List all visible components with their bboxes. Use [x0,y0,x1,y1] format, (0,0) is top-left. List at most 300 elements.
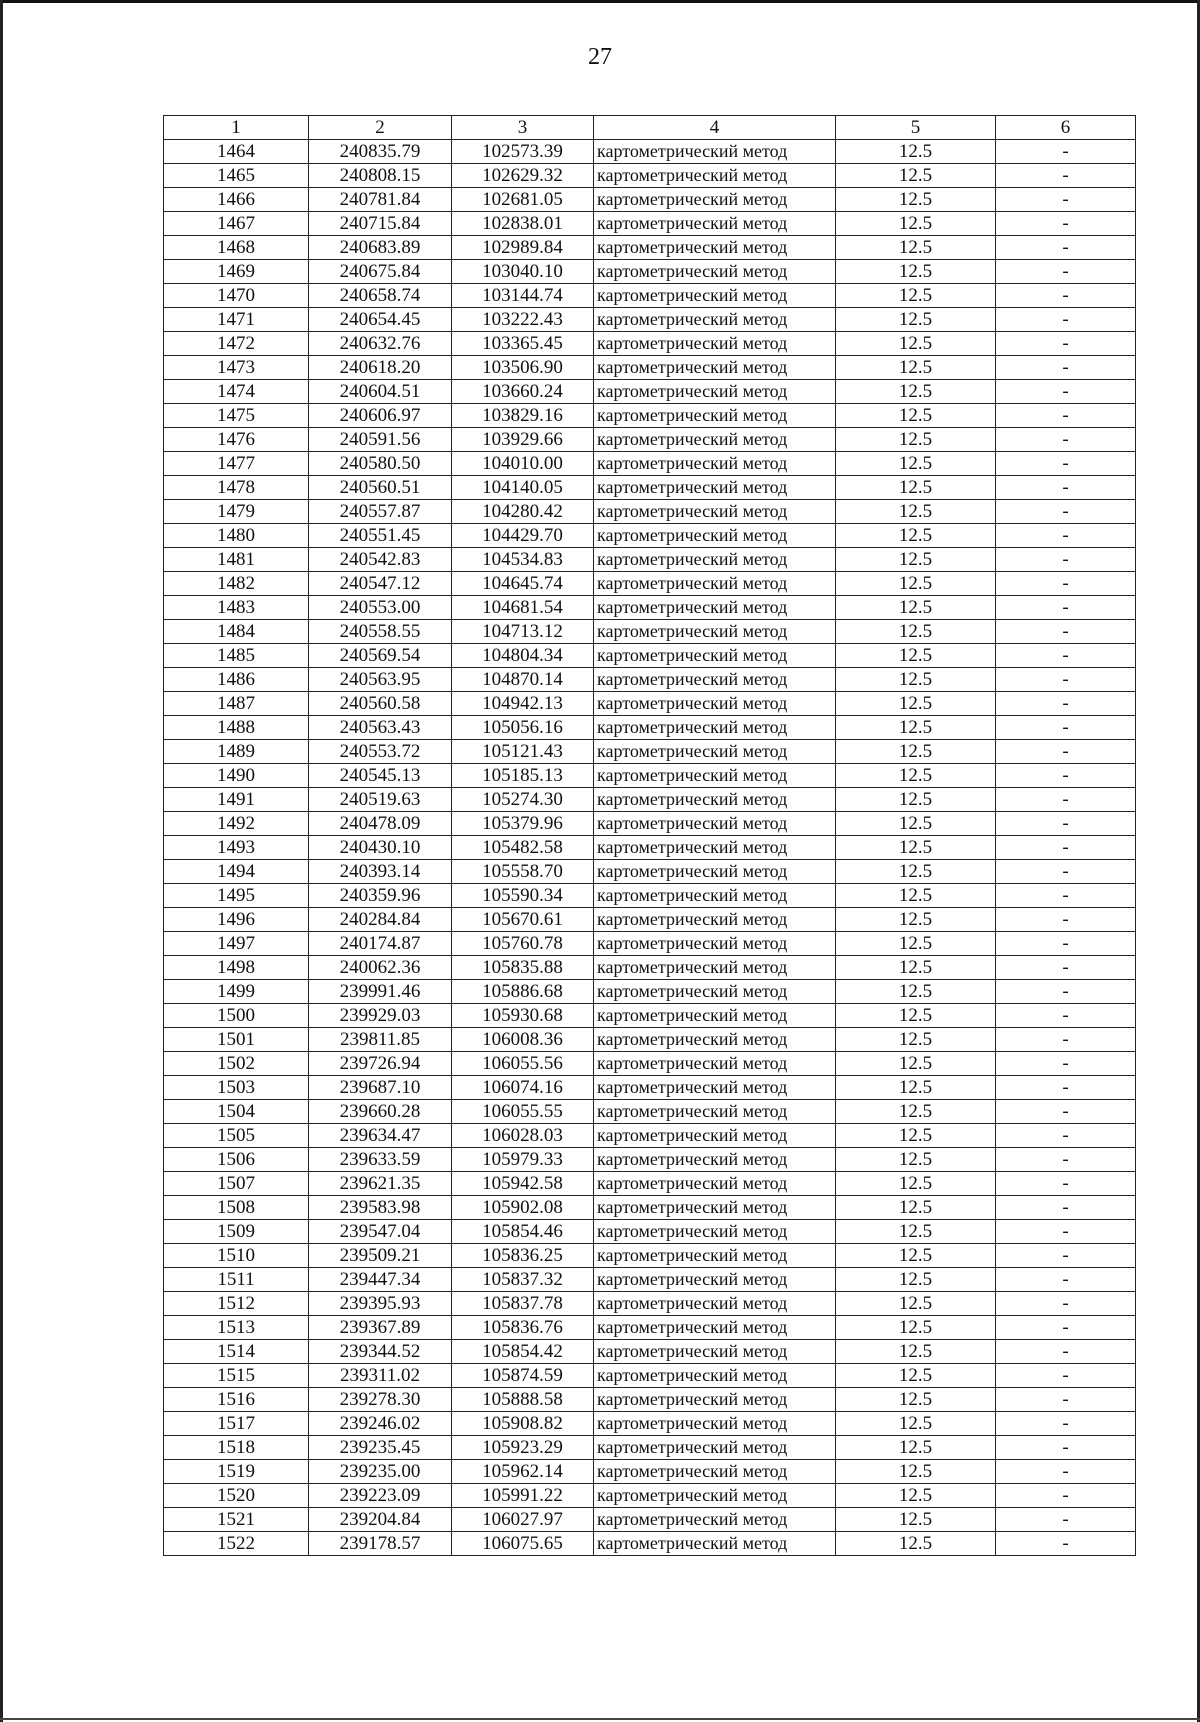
method-cell: картометрический метод [594,212,836,236]
y-coordinate-cell: 105837.32 [452,1268,594,1292]
point-number-cell: 1508 [164,1196,309,1220]
accuracy-cell: 12.5 [836,500,996,524]
point-number-cell: 1514 [164,1340,309,1364]
point-number-cell: 1469 [164,260,309,284]
x-coordinate-cell: 239395.93 [309,1292,452,1316]
y-coordinate-cell: 105902.08 [452,1196,594,1220]
accuracy-cell: 12.5 [836,620,996,644]
table-row [164,884,1136,908]
x-coordinate-cell: 240557.87 [309,500,452,524]
x-coordinate-cell: 240560.58 [309,692,452,716]
method-cell: картометрический метод [594,188,836,212]
accuracy-cell: 12.5 [836,332,996,356]
column-header-3: 3 [452,116,594,140]
accuracy-cell: 12.5 [836,644,996,668]
accuracy-cell: 12.5 [836,548,996,572]
accuracy-cell: 12.5 [836,308,996,332]
x-coordinate-cell: 240654.45 [309,308,452,332]
table-row [164,452,1136,476]
method-cell: картометрический метод [594,764,836,788]
y-coordinate-cell: 102989.84 [452,236,594,260]
method-cell: картометрический метод [594,1124,836,1148]
method-cell: картометрический метод [594,932,836,956]
table-row [164,1100,1136,1124]
y-coordinate-cell: 105121.43 [452,740,594,764]
y-coordinate-cell: 105874.59 [452,1364,594,1388]
column-header-2: 2 [309,116,452,140]
point-number-cell: 1491 [164,788,309,812]
accuracy-cell: 12.5 [836,1364,996,1388]
point-number-cell: 1500 [164,1004,309,1028]
point-number-cell: 1470 [164,284,309,308]
accuracy-cell: 12.5 [836,428,996,452]
table-row [164,1316,1136,1340]
x-coordinate-cell: 240835.79 [309,140,452,164]
accuracy-cell: 12.5 [836,596,996,620]
table-row [164,596,1136,620]
point-number-cell: 1487 [164,692,309,716]
accuracy-cell: 12.5 [836,284,996,308]
x-coordinate-cell: 239344.52 [309,1340,452,1364]
method-cell: картометрический метод [594,452,836,476]
point-number-cell: 1501 [164,1028,309,1052]
accuracy-cell: 12.5 [836,1196,996,1220]
x-coordinate-cell: 240591.56 [309,428,452,452]
note-cell: - [996,452,1136,476]
x-coordinate-cell: 240542.83 [309,548,452,572]
accuracy-cell: 12.5 [836,668,996,692]
method-cell: картометрический метод [594,380,836,404]
point-number-cell: 1516 [164,1388,309,1412]
method-cell: картометрический метод [594,956,836,980]
x-coordinate-cell: 239633.59 [309,1148,452,1172]
accuracy-cell: 12.5 [836,1172,996,1196]
x-coordinate-cell: 240563.95 [309,668,452,692]
note-cell: - [996,860,1136,884]
table-row [164,620,1136,644]
x-coordinate-cell: 240062.36 [309,956,452,980]
accuracy-cell: 12.5 [836,452,996,476]
accuracy-cell: 12.5 [836,140,996,164]
x-coordinate-cell: 239660.28 [309,1100,452,1124]
note-cell: - [996,596,1136,620]
note-cell: - [996,1508,1136,1532]
table-row [164,572,1136,596]
accuracy-cell: 12.5 [836,356,996,380]
note-cell: - [996,668,1136,692]
point-number-cell: 1496 [164,908,309,932]
table-row [164,1412,1136,1436]
note-cell: - [996,524,1136,548]
method-cell: картометрический метод [594,524,836,548]
table-row [164,308,1136,332]
y-coordinate-cell: 103506.90 [452,356,594,380]
point-number-cell: 1484 [164,620,309,644]
table-row [164,1076,1136,1100]
note-cell: - [996,1148,1136,1172]
note-cell: - [996,908,1136,932]
x-coordinate-cell: 239447.34 [309,1268,452,1292]
y-coordinate-cell: 103929.66 [452,428,594,452]
table-row [164,788,1136,812]
accuracy-cell: 12.5 [836,860,996,884]
note-cell: - [996,260,1136,284]
table-header-row [164,116,1136,140]
method-cell: картометрический метод [594,1484,836,1508]
x-coordinate-cell: 239311.02 [309,1364,452,1388]
y-coordinate-cell: 104429.70 [452,524,594,548]
y-coordinate-cell: 106027.97 [452,1508,594,1532]
y-coordinate-cell: 104681.54 [452,596,594,620]
note-cell: - [996,1004,1136,1028]
table-row [164,1172,1136,1196]
point-number-cell: 1510 [164,1244,309,1268]
note-cell: - [996,1460,1136,1484]
accuracy-cell: 12.5 [836,764,996,788]
point-number-cell: 1494 [164,860,309,884]
point-number-cell: 1480 [164,524,309,548]
note-cell: - [996,956,1136,980]
table-row [164,140,1136,164]
x-coordinate-cell: 240569.54 [309,644,452,668]
table-row [164,356,1136,380]
x-coordinate-cell: 239278.30 [309,1388,452,1412]
method-cell: картометрический метод [594,716,836,740]
table-row [164,332,1136,356]
accuracy-cell: 12.5 [836,1076,996,1100]
accuracy-cell: 12.5 [836,164,996,188]
note-cell: - [996,932,1136,956]
method-cell: картометрический метод [594,692,836,716]
table-row [164,428,1136,452]
point-number-cell: 1502 [164,1052,309,1076]
accuracy-cell: 12.5 [836,1292,996,1316]
point-number-cell: 1466 [164,188,309,212]
table-row [164,284,1136,308]
table-row [164,164,1136,188]
accuracy-cell: 12.5 [836,1484,996,1508]
point-number-cell: 1472 [164,332,309,356]
note-cell: - [996,188,1136,212]
method-cell: картометрический метод [594,860,836,884]
accuracy-cell: 12.5 [836,1244,996,1268]
y-coordinate-cell: 106028.03 [452,1124,594,1148]
point-number-cell: 1488 [164,716,309,740]
note-cell: - [996,1196,1136,1220]
note-cell: - [996,164,1136,188]
method-cell: картометрический метод [594,884,836,908]
x-coordinate-cell: 239929.03 [309,1004,452,1028]
table-row [164,1220,1136,1244]
accuracy-cell: 12.5 [836,788,996,812]
method-cell: картометрический метод [594,1292,836,1316]
note-cell: - [996,980,1136,1004]
note-cell: - [996,356,1136,380]
y-coordinate-cell: 104010.00 [452,452,594,476]
accuracy-cell: 12.5 [836,572,996,596]
y-coordinate-cell: 103144.74 [452,284,594,308]
y-coordinate-cell: 102573.39 [452,140,594,164]
x-coordinate-cell: 240478.09 [309,812,452,836]
x-coordinate-cell: 239583.98 [309,1196,452,1220]
y-coordinate-cell: 105760.78 [452,932,594,956]
note-cell: - [996,1076,1136,1100]
accuracy-cell: 12.5 [836,236,996,260]
point-number-cell: 1468 [164,236,309,260]
method-cell: картометрический метод [594,1028,836,1052]
method-cell: картометрический метод [594,1004,836,1028]
x-coordinate-cell: 240715.84 [309,212,452,236]
y-coordinate-cell: 105836.76 [452,1316,594,1340]
y-coordinate-cell: 104140.05 [452,476,594,500]
y-coordinate-cell: 105837.78 [452,1292,594,1316]
y-coordinate-cell: 104280.42 [452,500,594,524]
point-number-cell: 1517 [164,1412,309,1436]
x-coordinate-cell: 239367.89 [309,1316,452,1340]
point-number-cell: 1505 [164,1124,309,1148]
x-coordinate-cell: 239726.94 [309,1052,452,1076]
x-coordinate-cell: 239547.04 [309,1220,452,1244]
accuracy-cell: 12.5 [836,1412,996,1436]
note-cell: - [996,1340,1136,1364]
coordinates-table-container [163,115,1136,1556]
method-cell: картометрический метод [594,236,836,260]
y-coordinate-cell: 103660.24 [452,380,594,404]
accuracy-cell: 12.5 [836,1148,996,1172]
note-cell: - [996,740,1136,764]
x-coordinate-cell: 240284.84 [309,908,452,932]
x-coordinate-cell: 240359.96 [309,884,452,908]
x-coordinate-cell: 240808.15 [309,164,452,188]
method-cell: картометрический метод [594,788,836,812]
table-row [164,932,1136,956]
note-cell: - [996,836,1136,860]
x-coordinate-cell: 240430.10 [309,836,452,860]
point-number-cell: 1490 [164,764,309,788]
table-row [164,716,1136,740]
y-coordinate-cell: 105379.96 [452,812,594,836]
table-row [164,1292,1136,1316]
table-row [164,692,1136,716]
y-coordinate-cell: 106074.16 [452,1076,594,1100]
note-cell: - [996,1028,1136,1052]
accuracy-cell: 12.5 [836,524,996,548]
accuracy-cell: 12.5 [836,380,996,404]
y-coordinate-cell: 104534.83 [452,548,594,572]
accuracy-cell: 12.5 [836,1436,996,1460]
point-number-cell: 1520 [164,1484,309,1508]
table-row [164,644,1136,668]
method-cell: картометрический метод [594,980,836,1004]
table-row [164,1124,1136,1148]
note-cell: - [996,404,1136,428]
x-coordinate-cell: 239621.35 [309,1172,452,1196]
accuracy-cell: 12.5 [836,716,996,740]
y-coordinate-cell: 105185.13 [452,764,594,788]
point-number-cell: 1498 [164,956,309,980]
y-coordinate-cell: 105991.22 [452,1484,594,1508]
point-number-cell: 1511 [164,1268,309,1292]
table-row [164,956,1136,980]
point-number-cell: 1478 [164,476,309,500]
x-coordinate-cell: 239235.00 [309,1460,452,1484]
accuracy-cell: 12.5 [836,212,996,236]
table-row [164,1364,1136,1388]
table-row [164,476,1136,500]
x-coordinate-cell: 240658.74 [309,284,452,308]
accuracy-cell: 12.5 [836,1388,996,1412]
point-number-cell: 1486 [164,668,309,692]
table-row [164,980,1136,1004]
note-cell: - [996,884,1136,908]
accuracy-cell: 12.5 [836,1028,996,1052]
y-coordinate-cell: 102629.32 [452,164,594,188]
method-cell: картометрический метод [594,164,836,188]
table-row [164,740,1136,764]
method-cell: картометрический метод [594,1412,836,1436]
y-coordinate-cell: 105854.42 [452,1340,594,1364]
method-cell: картометрический метод [594,1196,836,1220]
column-header-4: 4 [594,116,836,140]
note-cell: - [996,572,1136,596]
table-row [164,1196,1136,1220]
point-number-cell: 1507 [164,1172,309,1196]
table-row [164,668,1136,692]
method-cell: картометрический метод [594,1172,836,1196]
method-cell: картометрический метод [594,572,836,596]
table-row [164,260,1136,284]
point-number-cell: 1482 [164,572,309,596]
note-cell: - [996,692,1136,716]
note-cell: - [996,716,1136,740]
method-cell: картометрический метод [594,668,836,692]
y-coordinate-cell: 103829.16 [452,404,594,428]
note-cell: - [996,1532,1136,1556]
y-coordinate-cell: 102681.05 [452,188,594,212]
table-row [164,524,1136,548]
x-coordinate-cell: 239223.09 [309,1484,452,1508]
point-number-cell: 1515 [164,1364,309,1388]
method-cell: картометрический метод [594,548,836,572]
method-cell: картометрический метод [594,476,836,500]
point-number-cell: 1493 [164,836,309,860]
x-coordinate-cell: 240393.14 [309,860,452,884]
table-row [164,1532,1136,1556]
point-number-cell: 1522 [164,1532,309,1556]
x-coordinate-cell: 240781.84 [309,188,452,212]
method-cell: картометрический метод [594,500,836,524]
point-number-cell: 1506 [164,1148,309,1172]
x-coordinate-cell: 239634.47 [309,1124,452,1148]
y-coordinate-cell: 105558.70 [452,860,594,884]
method-cell: картометрический метод [594,356,836,380]
accuracy-cell: 12.5 [836,404,996,428]
table-row [164,1268,1136,1292]
point-number-cell: 1521 [164,1508,309,1532]
method-cell: картометрический метод [594,260,836,284]
method-cell: картометрический метод [594,140,836,164]
method-cell: картометрический метод [594,1340,836,1364]
y-coordinate-cell: 104870.14 [452,668,594,692]
table-row [164,500,1136,524]
table-row [164,908,1136,932]
note-cell: - [996,1436,1136,1460]
point-number-cell: 1519 [164,1460,309,1484]
accuracy-cell: 12.5 [836,908,996,932]
table-row [164,380,1136,404]
column-header-6: 6 [996,116,1136,140]
table-row [164,1028,1136,1052]
y-coordinate-cell: 106055.56 [452,1052,594,1076]
method-cell: картометрический метод [594,404,836,428]
y-coordinate-cell: 105590.34 [452,884,594,908]
y-coordinate-cell: 105923.29 [452,1436,594,1460]
method-cell: картометрический метод [594,1244,836,1268]
y-coordinate-cell: 103365.45 [452,332,594,356]
point-number-cell: 1481 [164,548,309,572]
table-row [164,1148,1136,1172]
method-cell: картометрический метод [594,836,836,860]
table-row [164,764,1136,788]
table-row [164,404,1136,428]
method-cell: картометрический метод [594,1508,836,1532]
y-coordinate-cell: 106055.55 [452,1100,594,1124]
method-cell: картометрический метод [594,332,836,356]
table-row [164,1484,1136,1508]
y-coordinate-cell: 103040.10 [452,260,594,284]
point-number-cell: 1473 [164,356,309,380]
table-row [164,236,1136,260]
note-cell: - [996,548,1136,572]
note-cell: - [996,1484,1136,1508]
column-header-5: 5 [836,116,996,140]
note-cell: - [996,1220,1136,1244]
method-cell: картометрический метод [594,1052,836,1076]
point-number-cell: 1492 [164,812,309,836]
note-cell: - [996,644,1136,668]
accuracy-cell: 12.5 [836,956,996,980]
page-frame-bottom [0,1718,1200,1720]
x-coordinate-cell: 240604.51 [309,380,452,404]
method-cell: картометрический метод [594,1316,836,1340]
point-number-cell: 1495 [164,884,309,908]
method-cell: картометрический метод [594,428,836,452]
point-number-cell: 1471 [164,308,309,332]
point-number-cell: 1476 [164,428,309,452]
y-coordinate-cell: 105888.58 [452,1388,594,1412]
method-cell: картометрический метод [594,1148,836,1172]
accuracy-cell: 12.5 [836,1052,996,1076]
note-cell: - [996,764,1136,788]
note-cell: - [996,428,1136,452]
note-cell: - [996,284,1136,308]
point-number-cell: 1499 [164,980,309,1004]
coordinates-table [163,115,1136,1556]
point-number-cell: 1518 [164,1436,309,1460]
y-coordinate-cell: 103222.43 [452,308,594,332]
note-cell: - [996,1124,1136,1148]
note-cell: - [996,1172,1136,1196]
note-cell: - [996,1268,1136,1292]
x-coordinate-cell: 240606.97 [309,404,452,428]
point-number-cell: 1483 [164,596,309,620]
accuracy-cell: 12.5 [836,812,996,836]
page-number: 27 [588,44,612,70]
accuracy-cell: 12.5 [836,884,996,908]
note-cell: - [996,1412,1136,1436]
x-coordinate-cell: 240632.76 [309,332,452,356]
y-coordinate-cell: 105942.58 [452,1172,594,1196]
